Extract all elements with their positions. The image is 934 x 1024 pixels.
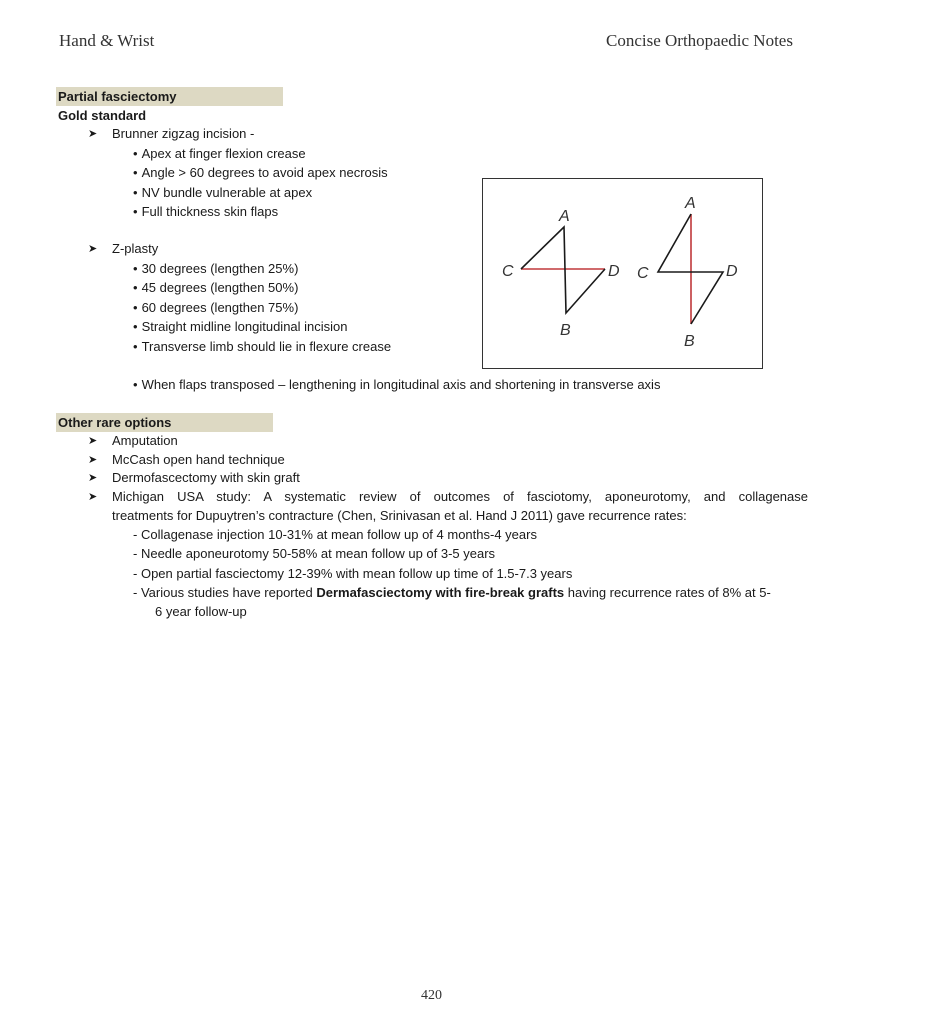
list-item: Dermofascectomy with skin graft — [112, 470, 300, 485]
list-item: • NV bundle vulnerable at apex — [133, 185, 312, 201]
page-number: 420 — [421, 988, 442, 1003]
arrow-bullet-icon: ➤ — [88, 454, 98, 466]
recurrence-text: Needle aponeurotomy 50-58% at mean follow up of 3-5 years — [140, 546, 496, 561]
list-item: • Transverse limb should lie in flexure crease — [133, 339, 391, 355]
list-item-brunner: Brunner zigzag incision - — [112, 126, 255, 141]
list-item-zplasty: Z-plasty — [112, 241, 159, 256]
arrow-bullet-icon: ➤ — [88, 243, 98, 255]
recurrence-item: - Collagenase injection 10-31% at mean follow up of 4 months-4 years — [133, 527, 537, 542]
arrow-bullet-icon: ➤ — [88, 491, 98, 503]
right-label-c: C — [637, 265, 649, 282]
section-heading-other-rare-options: Other rare options — [58, 415, 172, 430]
list-item: • 30 degrees (lengthen 25%) — [133, 261, 298, 277]
right-label-d: D — [726, 263, 738, 280]
right-label-b: B — [684, 333, 695, 350]
left-label-b: B — [560, 322, 571, 339]
left-z-flaps — [521, 227, 605, 313]
list-item: • Full thickness skin flaps — [133, 204, 278, 220]
arrow-bullet-icon: ➤ — [88, 435, 98, 447]
right-label-a: A — [685, 195, 696, 212]
recurrence-text-bold: Dermafasciectomy with fire-break grafts — [316, 585, 565, 600]
list-item: • Angle > 60 degrees to avoid apex necrosis — [133, 165, 388, 181]
michigan-study-line-1: Michigan USA study: A systematic review of outcomes of fasciotomy, aponeurotomy, and collagenase — [112, 489, 808, 504]
recurrence-item: - Various studies have reported Dermafasciectomy with fire-break grafts having recurrence rates of 8% at 5- — [133, 585, 771, 600]
recurrence-item: - Open partial fasciectomy 12-39% with mean follow up time of 1.5-7.3 years — [133, 566, 573, 581]
michigan-study-line-2: treatments for Dupuytren’s contracture (Chen, Srinivasan et al. Hand J 2011) gave recurrence rates: — [112, 508, 687, 523]
list-item: • 60 degrees (lengthen 75%) — [133, 300, 298, 316]
running-header-book-title: Concise Orthopaedic Notes — [606, 31, 793, 50]
recurrence-item: - Needle aponeurotomy 50-58% at mean follow up of 3-5 years — [133, 546, 496, 561]
recurrence-item-continuation: 6 year follow-up — [155, 604, 247, 619]
left-label-a: A — [559, 208, 570, 225]
left-label-d: D — [608, 263, 620, 280]
recurrence-text-suffix: having recurrence rates of 8% at 5- — [564, 585, 771, 600]
arrow-bullet-icon: ➤ — [88, 472, 98, 484]
recurrence-text: Open partial fasciectomy 12-39% with mean follow up time of 1.5-7.3 years — [140, 566, 573, 581]
zplasty-diagram-svg — [483, 179, 762, 368]
list-item-flaps-note: • When flaps transposed – lengthening in longitudinal axis and shortening in transverse axis — [133, 377, 660, 393]
running-header-section: Hand & Wrist — [59, 31, 155, 50]
arrow-bullet-icon: ➤ — [88, 128, 98, 140]
list-item: • Straight midline longitudinal incision — [133, 319, 348, 335]
recurrence-text: Collagenase injection 10-31% at mean follow up of 4 months-4 years — [140, 527, 537, 542]
left-label-c: C — [502, 263, 514, 280]
section-heading-partial-fasciectomy: Partial fasciectomy — [58, 89, 177, 104]
recurrence-text-prefix: Various studies have reported — [140, 585, 317, 600]
list-item: McCash open hand technique — [112, 452, 285, 467]
list-item: Amputation — [112, 433, 178, 448]
subheading-gold-standard: Gold standard — [58, 108, 147, 123]
list-item: • Apex at finger flexion crease — [133, 146, 306, 162]
list-item: • 45 degrees (lengthen 50%) — [133, 280, 298, 296]
zplasty-diagram — [482, 178, 763, 369]
